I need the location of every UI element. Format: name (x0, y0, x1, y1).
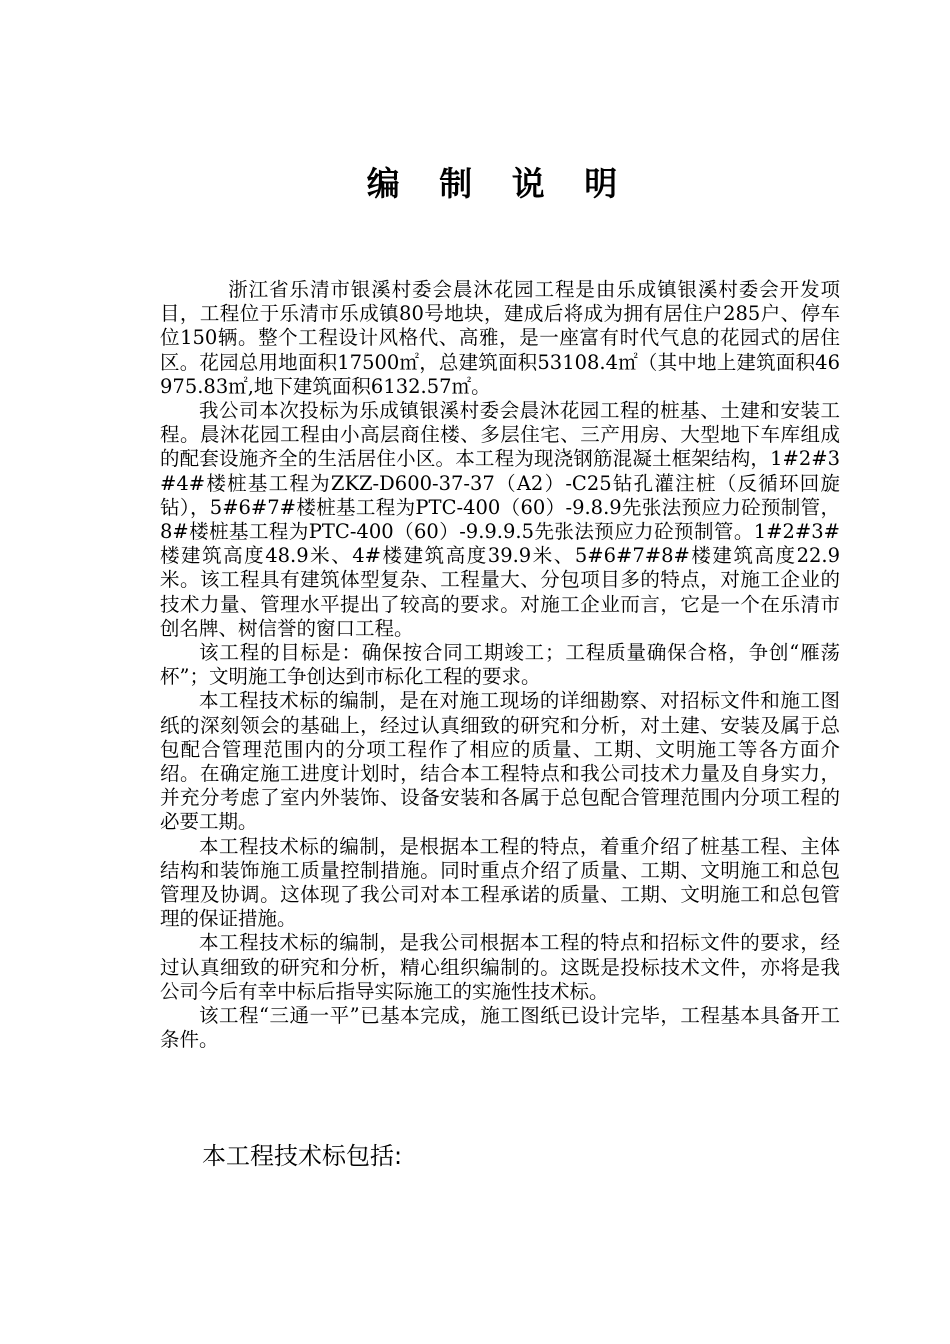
paragraph-bid-scope: 我公司本次投标为乐成镇银溪村委会晨沐花园工程的桩基、土建和安装工程。晨沐花园工程由小高层商住楼、多层住宅、三产用房、大型地下车库组成的配套设施齐全的生活居住小区。本工程为现浇钢筋混凝土框架结构，1#2#3#4#楼桩基工程为ZKZ-D600-37-37（A2）-C25钻孔灌注桩（反循环回旋钻），5#6#7#楼桩基工程为PTC-400（60）-9.8.9先张法预应力砼预制管，8#楼桩基工程为PTC-400（60）-9.9.9.5先张法预应力砼预制管。1#2#3#楼建筑高度48.9米、4#楼建筑高度39.9米、5#6#7#8#楼建筑高度22.9米。该工程具有建筑体型复杂、工程量大、分包项目多的特点，对施工企业的技术力量、管理水平提出了较高的要求。对施工企业而言，它是一个在乐清市创名牌、树信誉的窗口工程。 (160, 399, 840, 640)
page-title: 编 制 说 明 (366, 164, 632, 203)
paragraph-preparation-basis: 本工程技术标的编制，是在对施工现场的详细勘察、对招标文件和施工图纸的深刻领会的基础上，经过认真细致的研究和分析，对土建、安装及属于总包配合管理范围内的分项工程作了相应的质量、工期、文明施工等各方面介绍。在确定施工进度计划时，结合本工程特点和我公司技术力量及自身实力，并充分考虑了室内外装饰、设备安装和各属于总包配合管理范围内分项工程的必要工期。 (160, 689, 840, 834)
paragraph-project-goals: 该工程的目标是：确保按合同工期竣工；工程质量确保合格，争创“雁荡杯”；文明施工争创达到市标化工程的要求。 (160, 641, 840, 689)
paragraph-document-nature: 本工程技术标的编制，是我公司根据本工程的特点和招标文件的要求，经过认真细致的研究和分析，精心组织编制的。这既是投标技术文件，亦将是我公司今后有幸中标后指导实际施工的实施性技术标。 (160, 931, 840, 1003)
document-body (160, 278, 840, 1053)
paragraph-key-measures: 本工程技术标的编制，是根据本工程的特点，着重介绍了桩基工程、主体结构和装饰施工质量控制措施。同时重点介绍了质量、工期、文明施工和总包管理及协调。这体现了我公司对本工程承诺的质量、工期、文明施工和总包管理的保证措施。 (160, 834, 840, 931)
paragraph-project-overview: 浙江省乐清市银溪村委会晨沐花园工程是由乐成镇银溪村委会开发项目，工程位于乐清市乐成镇80号地块，建成后将成为拥有居住户285户、停车位150辆。整个工程设计风格代、高雅，是一座富有时代气息的花园式的居住区。花园总用地面积17500㎡，总建筑面积53108.4㎡（其中地上建筑面积46975.83㎡,地下建筑面积6132.57㎡。 (160, 278, 840, 398)
section-subheading: 本工程技术标包括: (202, 1142, 403, 1170)
paragraph-site-readiness: 该工程“三通一平”已基本完成，施工图纸已设计完毕，工程基本具备开工条件。 (160, 1004, 840, 1052)
